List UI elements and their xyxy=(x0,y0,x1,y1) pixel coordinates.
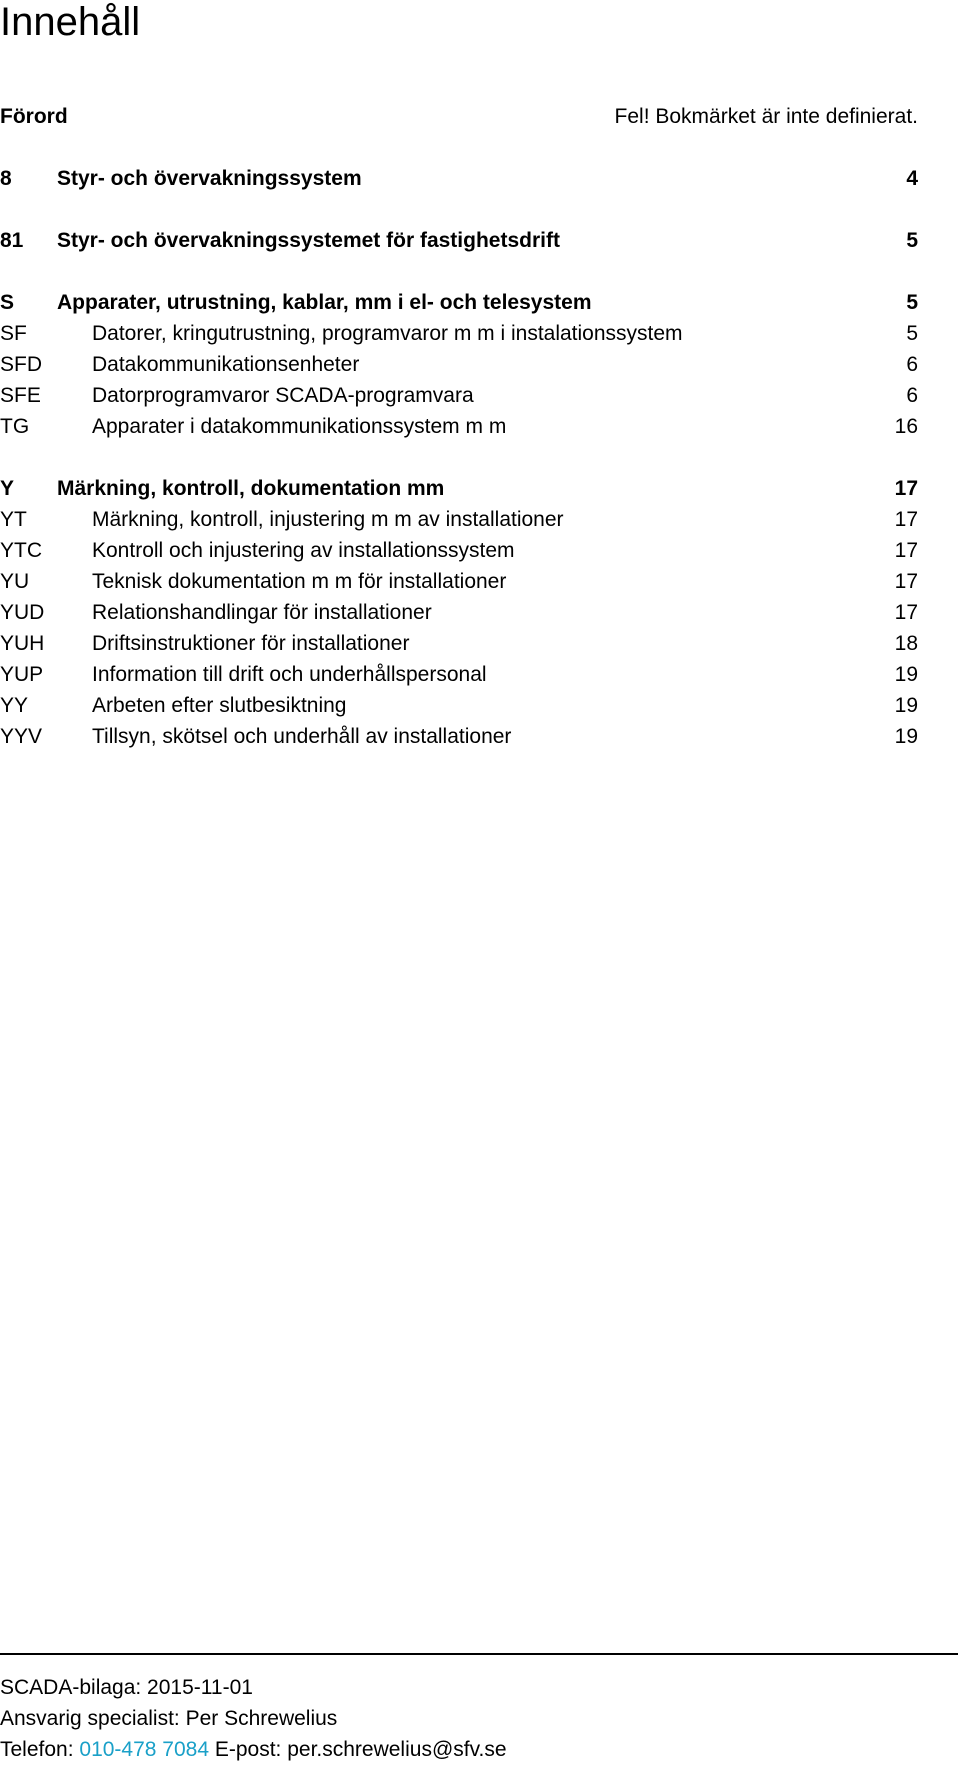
toc-entry-text: Datorer, kringutrustning, programvaror m m i instalationssystem xyxy=(92,322,683,345)
email-text: E-post: per.schrewelius@sfv.se xyxy=(209,1738,507,1761)
toc-entry-text: Styr- och övervakningssystem xyxy=(57,167,362,190)
page-title: Innehåll xyxy=(0,0,141,44)
footer-divider xyxy=(0,1653,958,1655)
toc-entry-page: 6 xyxy=(906,353,918,376)
footer-date: SCADA-bilaga: 2015-11-01 xyxy=(0,1676,253,1699)
toc-entry-yup[interactable] xyxy=(0,660,918,690)
toc-entry-text: Apparater i datakommunikationssystem m m xyxy=(92,415,507,438)
toc-entry-code: 8 xyxy=(0,167,12,190)
toc-entry-page: 19 xyxy=(894,694,918,717)
toc-entry-ytc[interactable] xyxy=(0,536,918,566)
toc-entry-yy[interactable] xyxy=(0,691,918,721)
footer-specialist: Ansvarig specialist: Per Schrewelius xyxy=(0,1707,338,1730)
toc-entry-forord[interactable] xyxy=(0,102,918,132)
toc-entry-s[interactable] xyxy=(0,288,918,318)
toc-entry-yuh[interactable] xyxy=(0,629,918,659)
toc-entry-code: YUP xyxy=(0,663,44,686)
toc-entry-tg[interactable] xyxy=(0,412,918,442)
toc-entry-page: 17 xyxy=(894,570,918,593)
toc-entry-text: Driftsinstruktioner för installationer xyxy=(92,632,410,655)
toc-entry-81[interactable] xyxy=(0,226,918,256)
toc-entry-yyv[interactable] xyxy=(0,722,918,752)
toc-entry-code: S xyxy=(0,291,15,314)
toc-entry-code: YU xyxy=(0,570,30,593)
toc-entry-page: 17 xyxy=(894,508,918,531)
toc-entry-page: 5 xyxy=(906,291,918,314)
toc-entry-code: Y xyxy=(0,477,15,500)
toc-entry-page: 17 xyxy=(894,601,918,624)
toc-entry-yud[interactable] xyxy=(0,598,918,628)
toc-entry-text: Teknisk dokumentation m m för installationer xyxy=(92,570,507,593)
toc-entry-y[interactable] xyxy=(0,474,918,504)
phone-link[interactable]: 010-478 7084 xyxy=(79,1738,210,1761)
toc-entry-page: 5 xyxy=(906,229,918,252)
toc-entry-sfd[interactable] xyxy=(0,350,918,380)
toc-entry-text: Datakommunikationsenheter xyxy=(92,353,360,376)
toc-entry-yt[interactable] xyxy=(0,505,918,535)
toc-entry-code: YTC xyxy=(0,539,42,562)
footer-contact xyxy=(0,1735,507,1765)
toc-entry-page: 16 xyxy=(894,415,918,438)
toc-entry-yu[interactable] xyxy=(0,567,918,597)
toc-entry-text: Kontroll och injustering av installationssystem xyxy=(92,539,515,562)
toc-entry-8[interactable] xyxy=(0,164,918,194)
toc-entry-text: Märkning, kontroll, dokumentation mm xyxy=(57,477,445,500)
toc-entry-code: YYV xyxy=(0,725,43,748)
toc-entry-code: YUH xyxy=(0,632,45,655)
toc-entry-page: 6 xyxy=(906,384,918,407)
toc-entry-page: 19 xyxy=(894,663,918,686)
toc-entry-text: Information till drift och underhållspersonal xyxy=(92,663,487,686)
toc-entry-code: SFE xyxy=(0,384,41,407)
toc-entry-text: Märkning, kontroll, injustering m m av installationer xyxy=(92,508,564,531)
toc-entry-label: Förord xyxy=(0,105,68,128)
toc-entry-text: Tillsyn, skötsel och underhåll av installationer xyxy=(92,725,512,748)
toc-entry-sfe[interactable] xyxy=(0,381,918,411)
toc-entry-code: SFD xyxy=(0,353,42,376)
toc-entry-page: 17 xyxy=(894,477,918,500)
toc-entry-page: 19 xyxy=(894,725,918,748)
toc-entry-page: 5 xyxy=(906,322,918,345)
phone-label: Telefon: xyxy=(0,1738,80,1761)
toc-entry-code: 81 xyxy=(0,229,24,252)
toc-entry-code: YT xyxy=(0,508,27,531)
toc-entry-page: 17 xyxy=(894,539,918,562)
toc-entry-code: TG xyxy=(0,415,30,438)
toc-entry-page: Fel! Bokmärket är inte definierat. xyxy=(614,105,918,128)
toc-entry-text: Apparater, utrustning, kablar, mm i el- och telesystem xyxy=(57,291,592,314)
toc-entry-sf[interactable] xyxy=(0,319,918,349)
toc-entry-text: Datorprogramvaror SCADA-programvara xyxy=(92,384,474,407)
toc-entry-text: Relationshandlingar för installationer xyxy=(92,601,432,624)
toc-entry-page: 18 xyxy=(894,632,918,655)
toc-entry-page: 4 xyxy=(906,167,918,190)
toc-entry-code: SF xyxy=(0,322,27,345)
toc-entry-code: YUD xyxy=(0,601,45,624)
toc-entry-text: Arbeten efter slutbesiktning xyxy=(92,694,347,717)
toc-entry-code: YY xyxy=(0,694,29,717)
toc-entry-text: Styr- och övervakningssystemet för fastighetsdrift xyxy=(57,229,560,252)
